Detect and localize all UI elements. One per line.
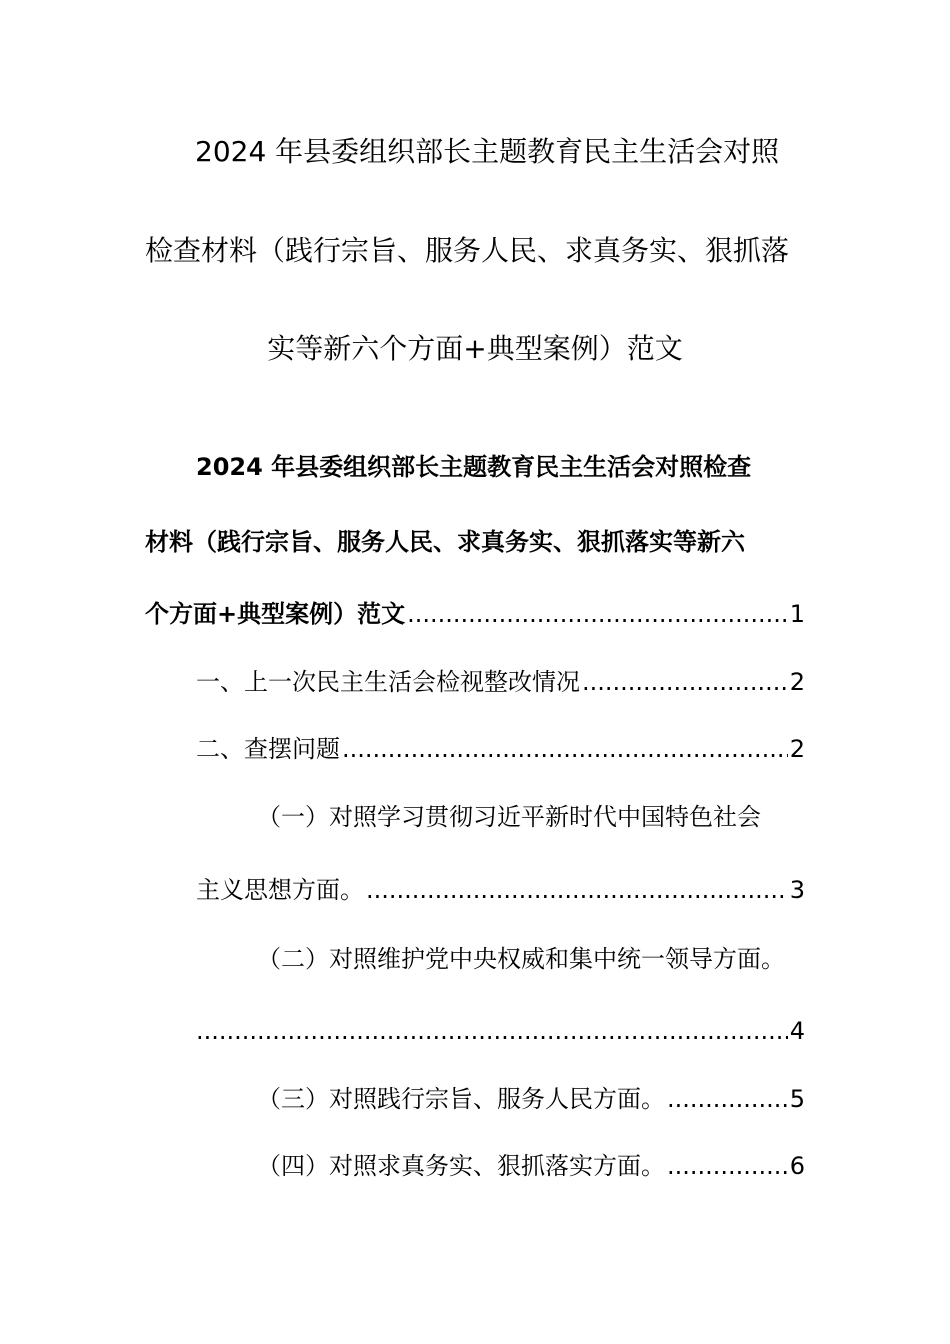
toc-dot-leader [582, 666, 788, 698]
toc-page-number: 2 [789, 668, 805, 696]
toc-item-label: 主义思想方面。 [196, 876, 364, 904]
document-title-line-2: 检查材料（践行宗旨、服务人民、求真务实、狠抓落 [145, 234, 790, 267]
toc-subitem-1-line-2[interactable] [196, 874, 805, 906]
toc-page-number: 4 [789, 1017, 805, 1045]
toc-subitem-3[interactable] [257, 1083, 805, 1115]
toc-subitem-1-line-1[interactable]: （一）对照学习贯彻习近平新时代中国特色社会 [257, 803, 761, 831]
toc-page-number: 1 [789, 600, 805, 628]
toc-dot-leader [342, 733, 788, 765]
document-title-line-3: 实等新六个方面+典型案例）范文 [267, 332, 683, 365]
toc-subitem-2-line-2[interactable] [196, 1015, 805, 1047]
toc-subitem-4[interactable] [257, 1150, 805, 1182]
toc-page-number: 6 [789, 1152, 805, 1180]
toc-main-entry-line-3[interactable] [145, 598, 805, 630]
toc-dot-leader [196, 1015, 788, 1047]
toc-page-number: 2 [789, 735, 805, 763]
toc-item-section-1[interactable] [196, 666, 805, 698]
toc-main-entry-line-2[interactable]: 材料（践行宗旨、服务人民、求真务实、狠抓落实等新六 [145, 528, 745, 556]
toc-page-number: 3 [789, 876, 805, 904]
toc-item-label: 一、上一次民主生活会检视整改情况 [196, 668, 580, 696]
toc-main-entry-label: 个方面+典型案例）范文 [145, 600, 406, 628]
toc-main-entry-line-1[interactable]: 2024 年县委组织部长主题教育民主生活会对照检查 [196, 453, 752, 481]
toc-item-label: 二、查摆问题 [196, 735, 340, 763]
toc-dot-leader [366, 874, 788, 906]
toc-dot-leader [407, 598, 788, 630]
toc-item-section-2[interactable] [196, 733, 805, 765]
toc-item-label: （三）对照践行宗旨、服务人民方面。 [257, 1085, 665, 1113]
toc-subitem-2-line-1[interactable]: （二）对照维护党中央权威和集中统一领导方面。 [257, 945, 785, 973]
toc-item-label: （四）对照求真务实、狠抓落实方面。 [257, 1152, 665, 1180]
toc-page-number: 5 [789, 1085, 805, 1113]
toc-dot-leader [667, 1083, 788, 1115]
document-title-line-1: 2024 年县委组织部长主题教育民主生活会对照 [195, 135, 780, 168]
toc-dot-leader [667, 1150, 788, 1182]
